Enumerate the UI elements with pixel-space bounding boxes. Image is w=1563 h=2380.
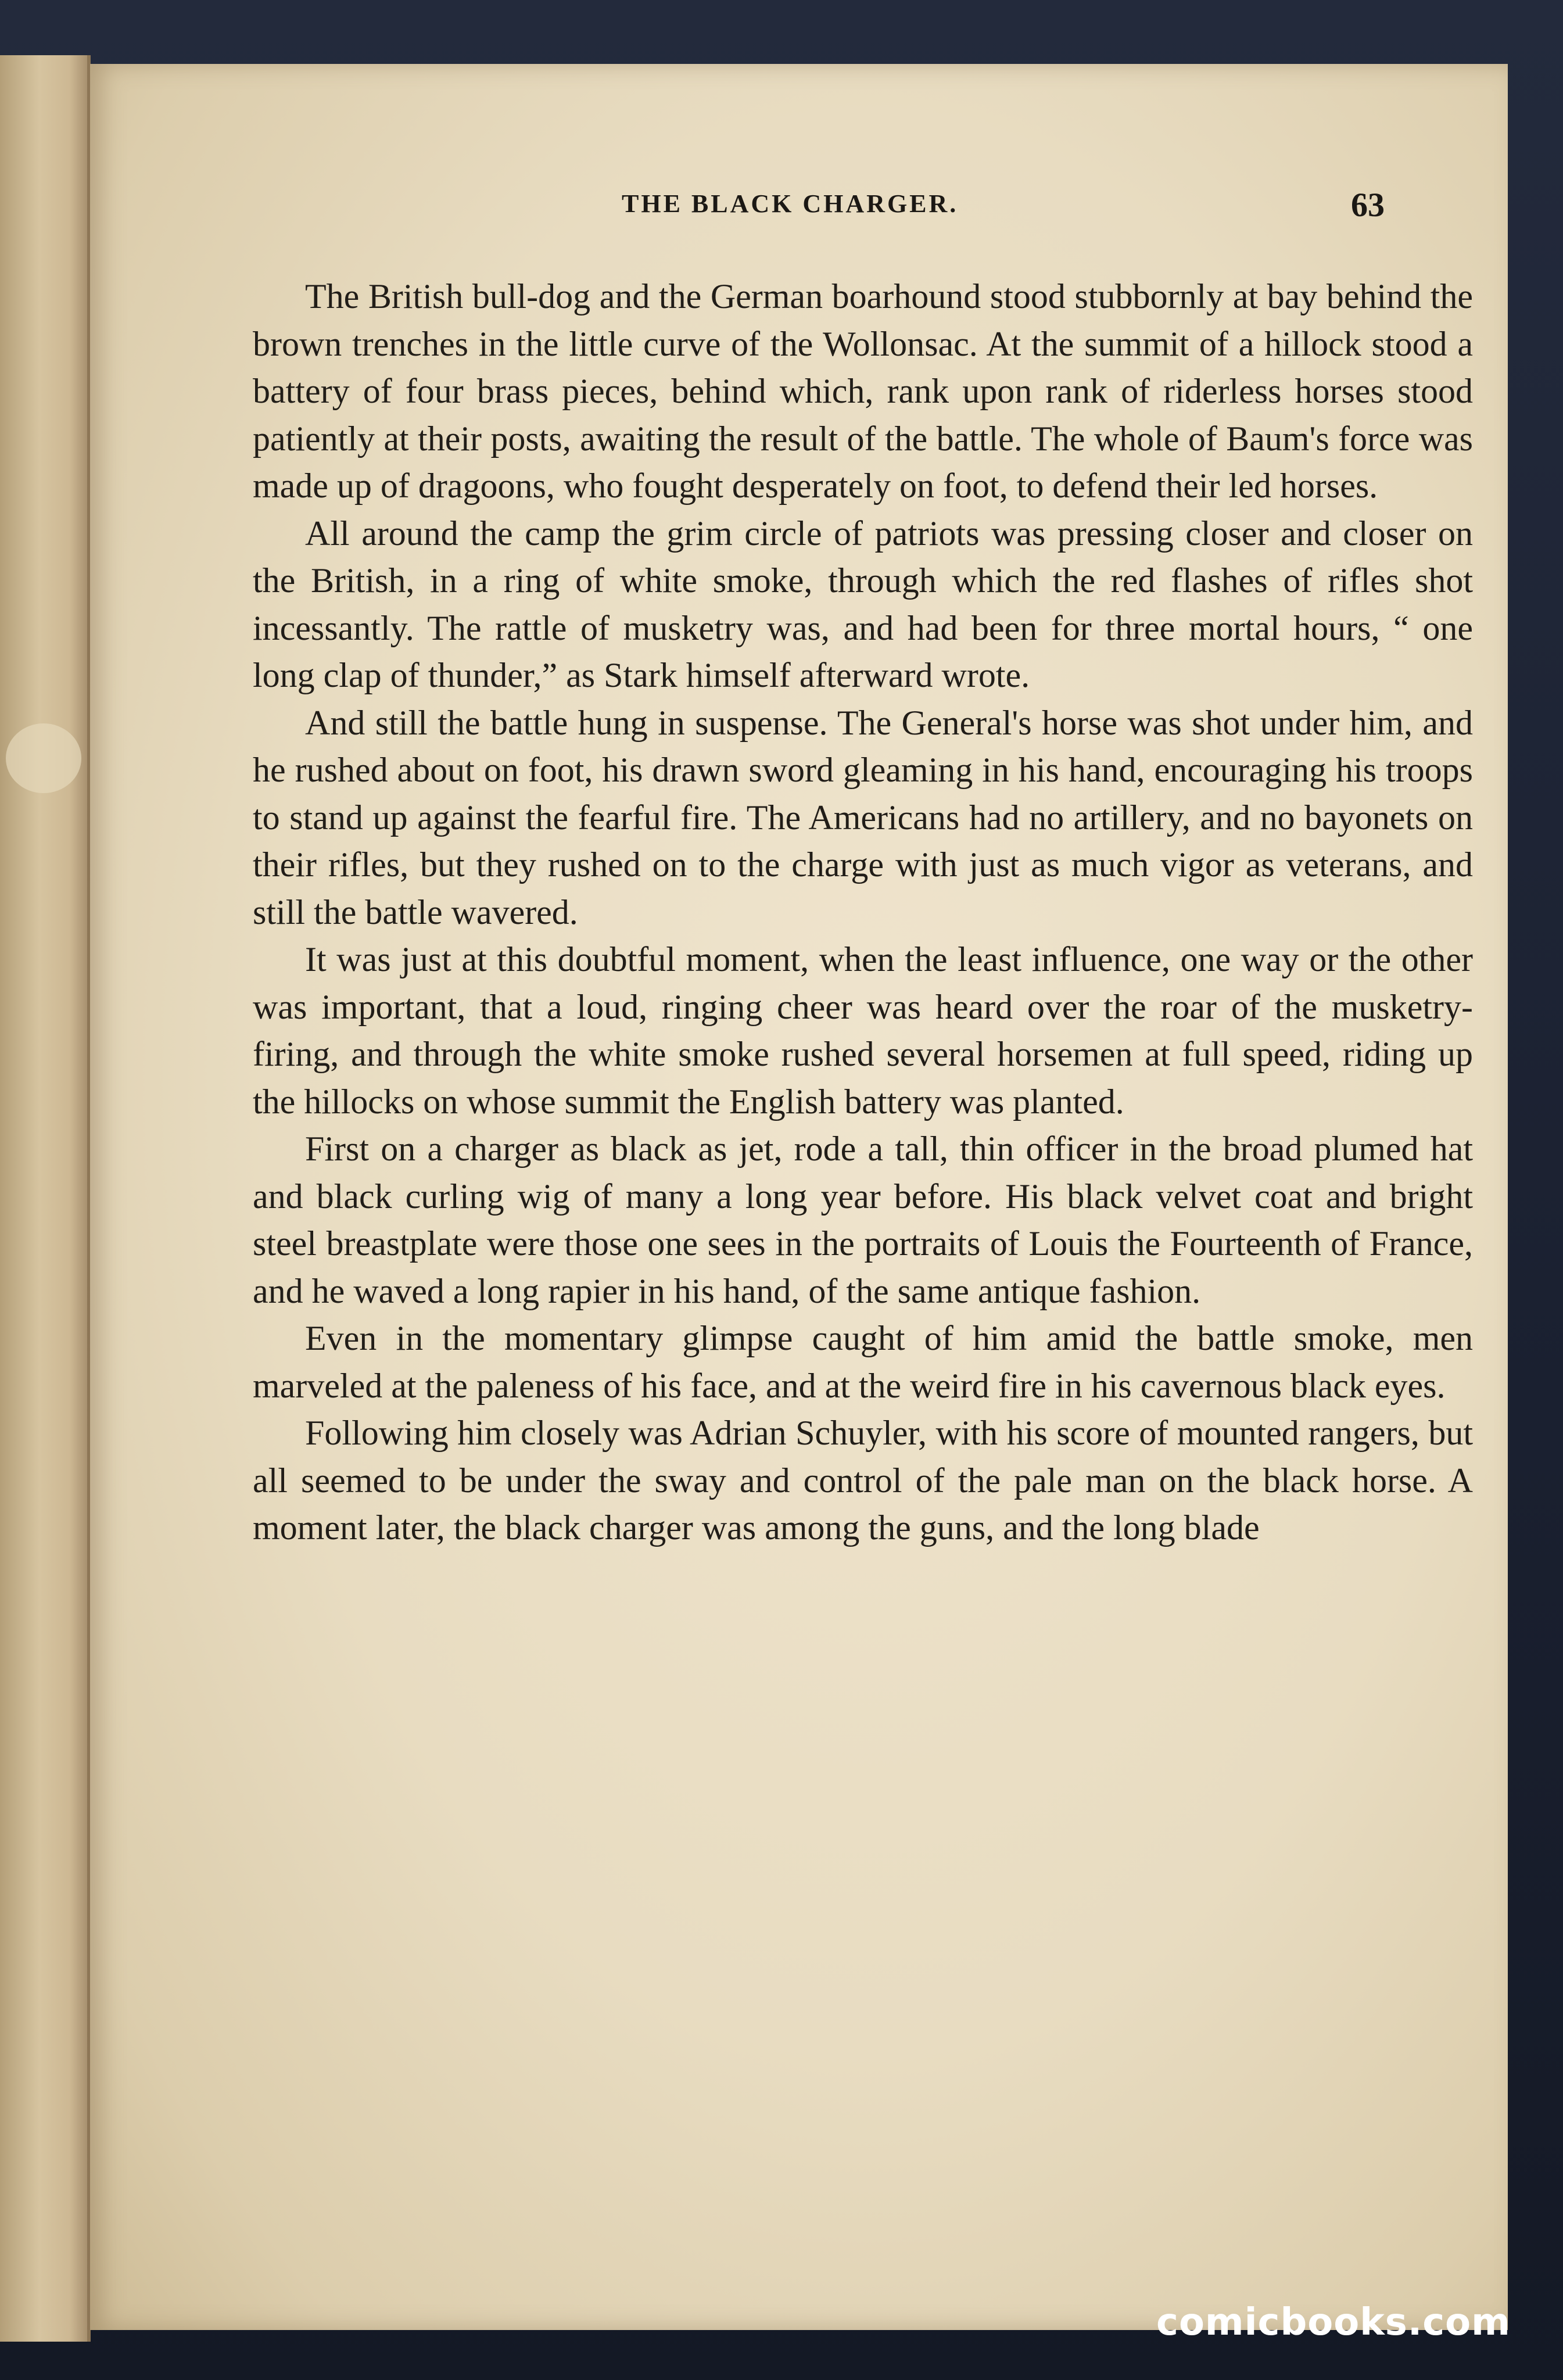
page-header <box>90 186 1508 230</box>
site-watermark: comicbooks.com <box>1156 2301 1511 2344</box>
paragraph: Even in the momentary glimpse caught of him amid the battle smoke, men marveled at the paleness of his face, and at the weird fire in his cavernous black eyes. <box>253 1319 1473 1405</box>
paragraph: All around the camp the grim circle of patriots was pressing closer and closer on the British, in a ring of white smoke, through which the red flashes of rifles shot incessantly. The rattle of musketry was, and had been for three mortal hours, “ one long clap of thunder,” as Stark himself afterward wrote. <box>253 514 1473 694</box>
paragraph: And still the battle hung in suspense. The General's horse was shot under him, and he rushed about on foot, his drawn sword gleaming in his hand, encouraging his troops to stand up against the fearful fire. The Americans had no artillery, and no bayonets on their rifles, but they rushed on to the charge with just as much vigor as veterans, and still the battle wavered. <box>253 703 1473 931</box>
paragraph: The British bull-dog and the German boarhound stood stubbornly at bay behind the brown trenches in the little curve of the Wollonsac. At the summit of a hillock stood a battery of four brass pieces, behind which, rank upon rank of riderless horses stood patiently at their posts, awaiting the result of the battle. The whole of Baum's force was made up of dragoons, who fought desperately on foot, to defend their led horses. <box>253 277 1473 505</box>
paragraph: Following him closely was Adrian Schuyler, with his score of mounted rangers, but all seemed to be under the sway and control of the pale man on the black horse. A moment later, the black charger was among the guns, and the long blade <box>253 1414 1473 1547</box>
paragraph: It was just at this doubtful moment, when the least influence, one way or the other was important, that a loud, ringing cheer was heard over the roar of the musketry-firing, and through the white smoke rushed several horsemen at full speed, riding up the hillocks on whose summit the English battery was planted. <box>253 940 1473 1121</box>
running-title: THE BLACK CHARGER. <box>622 189 959 218</box>
page-number: 63 <box>1351 186 1385 224</box>
page-body <box>253 273 1473 1552</box>
book-page <box>90 64 1508 2330</box>
page-tear-mark <box>6 723 81 793</box>
paragraph: First on a charger as black as jet, rode a tall, thin officer in the broad plumed hat and black curling wig of many a long year before. His black velvet coat and bright steel breastplate were those one sees in the portraits of Louis the Fourteenth of France, and he waved a long rapier in his hand, of the same antique fashion. <box>253 1130 1473 1310</box>
facing-page-edge <box>0 55 91 2342</box>
